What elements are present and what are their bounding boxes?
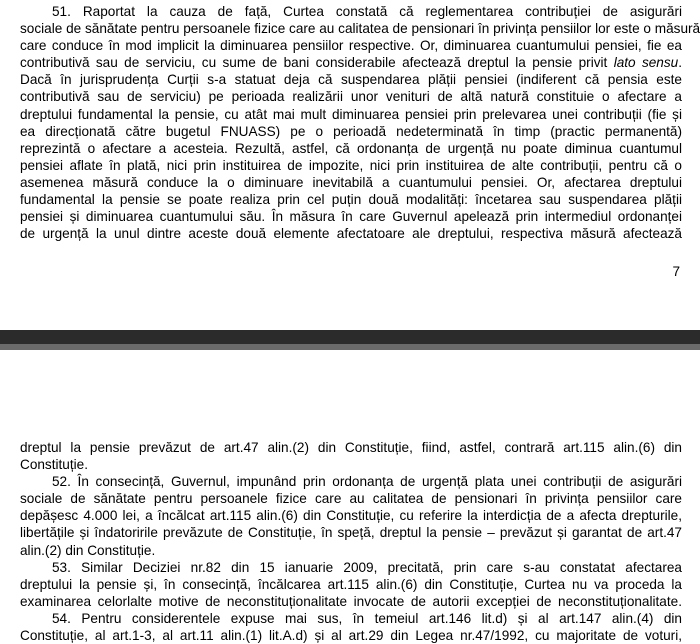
text-line: de urgență la unul dintre aceste două elemente afectatoare ale dreptului, respectiva măsură afectează <box>20 226 682 242</box>
text-line: examinarea celorlalte motive de neconstituționalitate invocate de autorii excepției de neconstituționalitate. <box>20 593 682 609</box>
text-line: contributivă sau de serviciu, cu sume de bani considerabile afectează dreptul la pensie privit lato sensu. <box>20 55 683 71</box>
text-line: dreptului la pensie și, în consecință, încălcarea art.115 alin.(6) din Constituție, Curtea nu va proceda la <box>20 576 682 592</box>
text-line: Dacă în jurisprudența Curții s-a statuat deja că suspendarea plății pensiei (indiferent că pensia este <box>20 72 682 88</box>
text-line: alin.(2) din Constituție. <box>20 542 156 558</box>
text-line: reprezintă o afectare a acesteia. Rezultă, astfel, că ordonanța de urgență nu poate diminua cuantumul <box>20 140 682 156</box>
text-line: 53. Similar Deciziei nr.82 din 15 ianuarie 2009, precitată, prin care s-au constatat afectarea <box>52 559 682 575</box>
page-separator <box>0 330 700 350</box>
paragraph-continuation <box>20 439 682 644</box>
text-line: asemenea măsură conduce la o diminuare inevitabilă a cuantumului pensiei. Or, afectarea dreptului <box>20 174 682 190</box>
text-line: depășesc 4.000 lei, a încălcat art.115 alin.(6) din Constituție, cu referire la interdicția de a afecta drepturile, <box>20 508 682 524</box>
text-line: contributivă sau de serviciu) pe perioada realizării unor venituri de altă natură constituie o afectare a <box>20 89 682 105</box>
text-line: dreptul la pensie prevăzut de art.47 alin.(2) din Constituție, fiind, astfel, contrară art.115 alin.(6) din <box>20 440 682 455</box>
text-line: libertățile și îndatoririle prevăzute de Constituție, în speță, dreptul la pensie – prevăzut și garantat de art.47 <box>20 525 682 541</box>
text-line: Constituție. <box>20 457 89 473</box>
text-line: Constituție, al art.1-3, al art.11 alin.(1) lit.A.d) și al art.29 din Legea nr.47/1992, cu majoritate de voturi, <box>20 628 682 644</box>
paragraph-51 <box>20 3 700 242</box>
page-number: 7 <box>672 264 680 279</box>
text-line: fundamental la pensie se poate realiza prin cel puțin două modalități: încetarea sau suspendarea plății <box>20 192 682 208</box>
text-line: sociale de sănătate pentru persoanele fizice care au calitatea de pensionari în privința pensiilor care <box>20 491 682 507</box>
text-line: ea direcționată către bugetul FNUASS) pe o perioadă nedeterminată în timp (practic permanentă) <box>20 123 682 139</box>
text-line: 54. Pentru considerentele expuse mai sus, în temeiul art.146 lit.d) și al art.147 alin.(4) din <box>52 610 682 626</box>
document-page-bottom <box>0 350 700 644</box>
text-line: care conduce în mod implicit la diminuarea pensiilor respective. Or, diminuarea cuantumului pensiei, fie ea <box>20 38 682 54</box>
text-line: 52. În consecință, Guvernul, impunând prin ordonanța de urgență plata unei contribuții de asigurări <box>52 474 682 490</box>
text-line: dreptului fundamental la pensie, cu atât mai mult diminuarea pensiei prin prelevarea unei contribuții (fie și <box>20 106 682 122</box>
text-line: 51. Raportat la cauza de față, Curtea constată că reglementarea contribuției de asigurări <box>52 4 682 19</box>
text-line: pensiei aflate în plată, nici prin instituirea de impozite, nici prin instituirea de alte contribuții, pentru că o <box>20 157 682 173</box>
text-line: pensiei și diminuarea cuantumului său. În măsura în care Guvernul apelează prin intermediul ordonanței <box>20 209 682 225</box>
text-line: sociale de sănătate pentru persoanele fizice care au calitatea de pensionari în privința pensiilor lor este o măsură <box>20 21 700 37</box>
